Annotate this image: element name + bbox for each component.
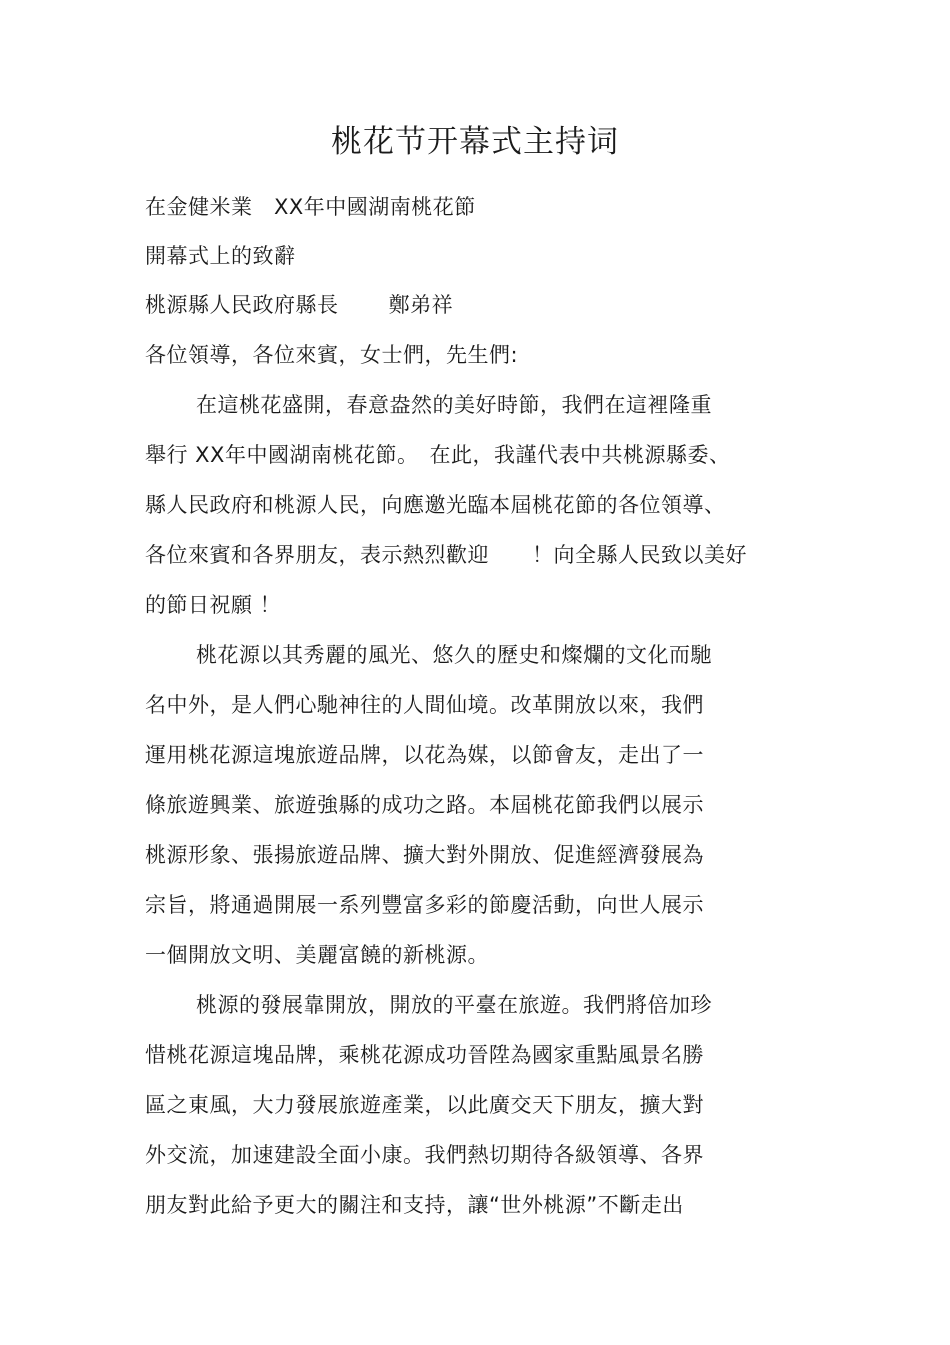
- paragraph-3-line: 惜桃花源這塊品牌，乘桃花源成功晉陞為國家重點風景名勝: [145, 1043, 704, 1067]
- paragraph-2-line: 宗旨，將通過開展一系列豐富多彩的節慶活動，向世人展示: [145, 893, 704, 917]
- paragraph-1-line: 縣人民政府和桃源人民，向應邀光臨本屆桃花節的各位領導、: [145, 493, 726, 517]
- paragraph-1-line: 各位來賓和各界朋友，表示熱烈歡迎 ！向全縣人民致以美好: [145, 543, 747, 567]
- paragraph-1-line: 在這桃花盛開，春意盎然的美好時節，我們在這裡隆重: [196, 393, 712, 417]
- paragraph-1-line: 的節日祝願 ！: [145, 593, 282, 617]
- paragraph-2-line: 桃源形象、張揚旅遊品牌、擴大對外開放、促進經濟發展為: [145, 843, 704, 867]
- paragraph-3-line: 朋友對此給予更大的關注和支持，讓“世外桃源”不斷走出: [145, 1193, 684, 1217]
- paragraph-3-line: 桃源的發展靠開放，開放的平臺在旅遊。我們將倍加珍: [196, 993, 712, 1017]
- header-line-speaker: 桃源縣人民政府縣長 鄭弟祥: [145, 293, 454, 317]
- paragraph-2-line: 條旅遊興業、旅遊強縣的成功之路。本屆桃花節我們以展示: [145, 793, 704, 817]
- paragraph-1-line: 舉行 XX年中國湖南桃花節。 在此，我謹代表中共桃源縣委、: [145, 443, 731, 467]
- header-line-occasion: 開幕式上的致辭: [145, 244, 296, 268]
- paragraph-2-line: 名中外，是人們心馳神往的人間仙境。改革開放以來，我們: [145, 693, 704, 717]
- paragraph-3-line: 外交流，加速建設全面小康。我們熱切期待各級領導、各界: [145, 1143, 704, 1167]
- paragraph-2-line: 一個開放文明、美麗富饒的新桃源。: [145, 943, 489, 967]
- paragraph-2-line: 桃花源以其秀麗的風光、悠久的歷史和燦爛的文化而馳: [196, 643, 712, 667]
- paragraph-2-line: 運用桃花源這塊旅遊品牌，以花為媒，以節會友，走出了一: [145, 743, 704, 767]
- paragraph-3-line: 區之東風，大力發展旅遊產業，以此廣交天下朋友，擴大對: [145, 1093, 704, 1117]
- document-title: 桃花节开幕式主持词: [331, 124, 619, 160]
- header-line-venue: 在金健米業 XX年中國湖南桃花節: [145, 195, 476, 219]
- salutation: 各位領導，各位來賓，女士們，先生們:: [145, 343, 519, 367]
